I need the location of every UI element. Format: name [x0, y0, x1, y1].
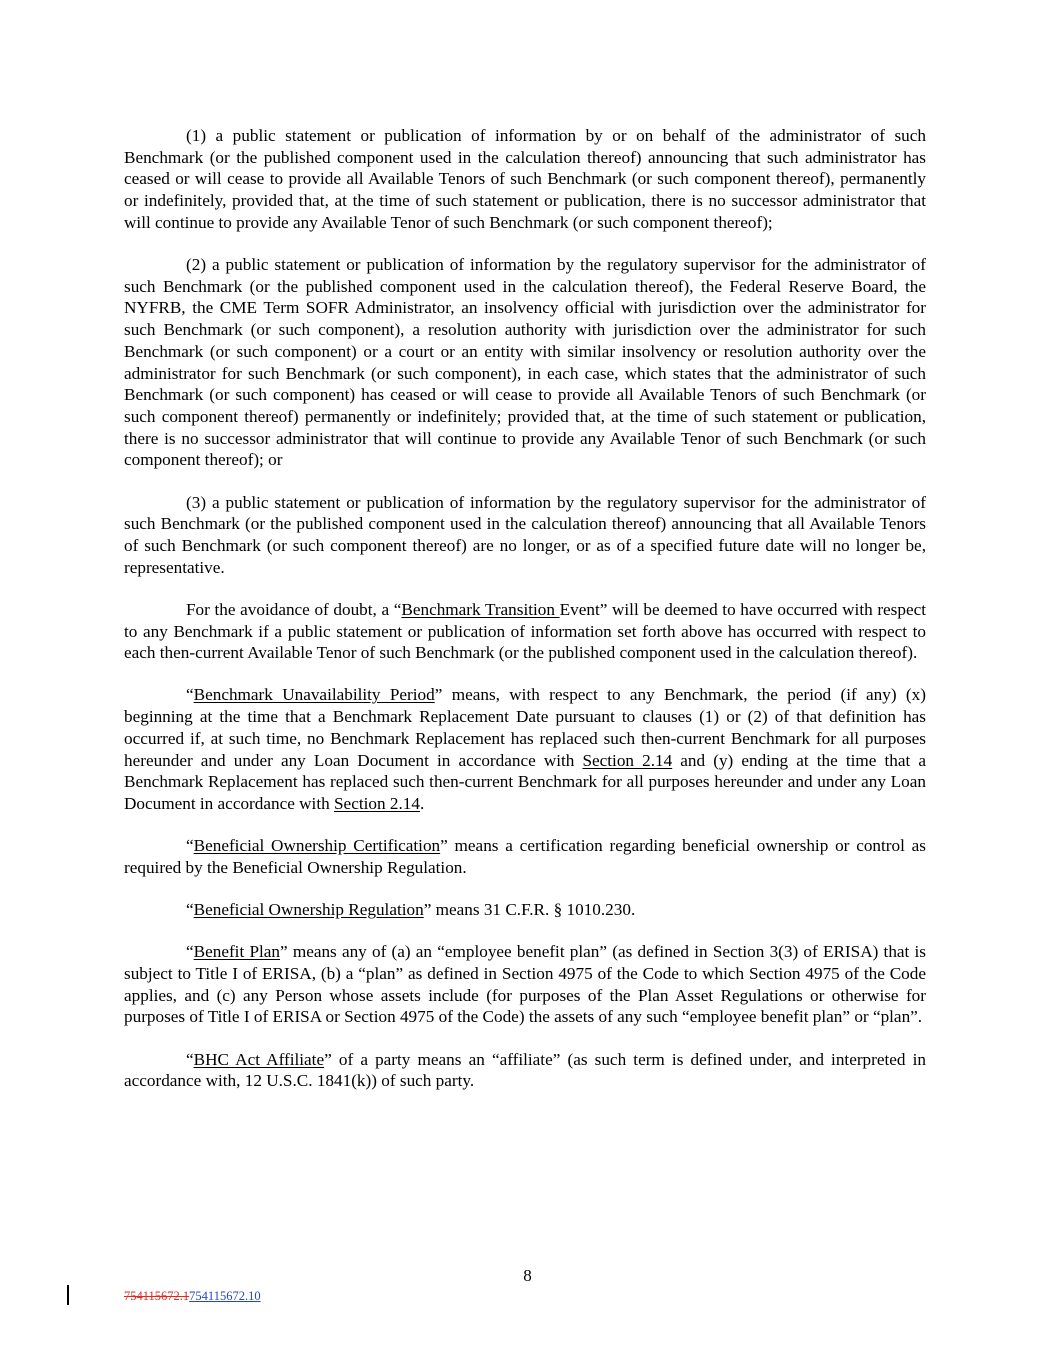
paragraph-text: (3) a public statement or publication of information by the regulatory supervisor for the administrator of such Benchmark (or the published component used in the calculation thereof) announcing that all Available Tenors of such Benchmark (or such component thereof) are no longer, or as of a specified future date will no longer be, representative.	[124, 492, 926, 577]
document-id-deleted: 754115672.1	[124, 1289, 190, 1303]
paragraph-text: (2) a public statement or publication of information by the regulatory supervisor for the administrator of such Benchmark (or the published component used in the calculation thereof), the Federal Reserve Board, the NYFRB, the CME Term SOFR Administrator, an insolvency official with jurisdiction over the administrator for such Benchmark (or such component), a resolution authority with jurisdiction over the administrator for such Benchmark (or such component) or a court or an entity with similar insolvency or resolution authority over the administrator for such Benchmark (or such component), in each case, which states that the administrator of such Benchmark (or such component) has ceased or will cease to provide all Available Tenors of such Benchmark (or such component thereof) permanently or indefinitely; provided that, at the time of such statement or publication, there is no successor administrator that will continue to provide any Available Tenor of such Benchmark (or such component thereof); or	[124, 255, 926, 470]
defined-term: Benchmark Unavailability Period	[193, 685, 435, 705]
definition-benchmark-unavailability-period	[124, 684, 926, 814]
defined-term: Beneficial Ownership Certification	[193, 836, 441, 856]
paragraph-clause-2	[124, 254, 926, 471]
definition-text: ” means any of (a) an “employee benefit plan” (as defined in Section 3(3) of ERISA) that is subject to Title I of ERISA, (b) a “plan” as defined in Section 4975 of the Code to which Section 4975 of the Code applies, and (c) any Person whose assets include (for purposes of the Plan Asset Regulations or otherwise for purposes of Title I of ERISA or Section 4975 of the Code) the assets of any such “employee benefit plan” or “plan”.	[124, 942, 926, 1027]
section-reference: Section 2.14	[582, 750, 673, 770]
defined-term: BHC Act Affiliate	[193, 1049, 325, 1069]
quote-open: “	[186, 836, 194, 856]
paragraph-text: (1) a public statement or publication of information by or on behalf of the administrator of such Benchmark (or the published component used in the calculation thereof) announcing that such administrator has ceased or will cease to provide all Available Tenors of such Benchmark (or such component thereof), permanently or indefinitely, provided that, at the time of such statement or publication, there is no successor administrator that will continue to provide any Available Tenor of such Benchmark (or such component thereof);	[124, 126, 926, 232]
definition-beneficial-ownership-certification	[124, 835, 926, 878]
paragraph-text: For the avoidance of doubt, a “	[186, 599, 402, 619]
document-body	[124, 125, 926, 1113]
definition-bhc-act-affiliate	[124, 1049, 926, 1092]
defined-term: Beneficial Ownership Regulation	[193, 900, 424, 920]
definition-text: .	[419, 793, 425, 813]
paragraph-clause-1	[124, 125, 926, 234]
page-number: 8	[523, 1266, 532, 1285]
paragraph-text: Event” will be deemed to have occurred with respect to any Benchmark if a public statement or publication of information set forth above has occurred with respect to each then-current Available Tenor of such Benchmark (or the published component used in the calculation thereof).	[124, 599, 926, 663]
document-id-inserted: 754115672.10	[189, 1289, 261, 1303]
quote-open: “	[186, 942, 194, 962]
definition-text: ” of a party means an “affiliate” (as such term is defined under, and interpreted in accordance with, 12 U.S.C. 1841(k)) of such party.	[124, 1049, 927, 1091]
definition-beneficial-ownership-regulation	[124, 899, 926, 921]
definition-text: ” means, with respect to any Benchmark, the period (if any) (x) beginning at the time that a Benchmark Replacement Date pursuant to clauses (1) or (2) of that definition has occurred if, at such time, no Benchmark Replacement has replaced such then-current Benchmark for all purposes hereunder and under any Loan Document in accordance with	[124, 685, 926, 770]
paragraph-clause-3	[124, 492, 926, 579]
definition-text: ” means a certification regarding beneficial ownership or control as required by the Beneficial Ownership Regulation.	[124, 836, 926, 877]
defined-term: Benefit Plan	[193, 942, 280, 962]
paragraph-avoidance-of-doubt	[124, 599, 926, 664]
definition-text: ” means 31 C.F.R. § 1010.230.	[423, 900, 636, 920]
section-reference: Section 2.14	[334, 793, 420, 813]
quote-open: “	[186, 900, 194, 920]
definition-text: and (y) ending at the time that a Benchmark Replacement has replaced such then-current Benchmark for all purposes hereunder and under any Loan Document in accordance with	[124, 750, 926, 813]
revision-change-bar	[67, 1285, 69, 1305]
quote-open: “	[186, 1049, 194, 1069]
defined-term-benchmark-transition: Benchmark Transition	[401, 599, 560, 619]
document-id	[124, 1288, 261, 1304]
definition-benefit-plan	[124, 941, 926, 1028]
quote-open: “	[186, 685, 194, 705]
